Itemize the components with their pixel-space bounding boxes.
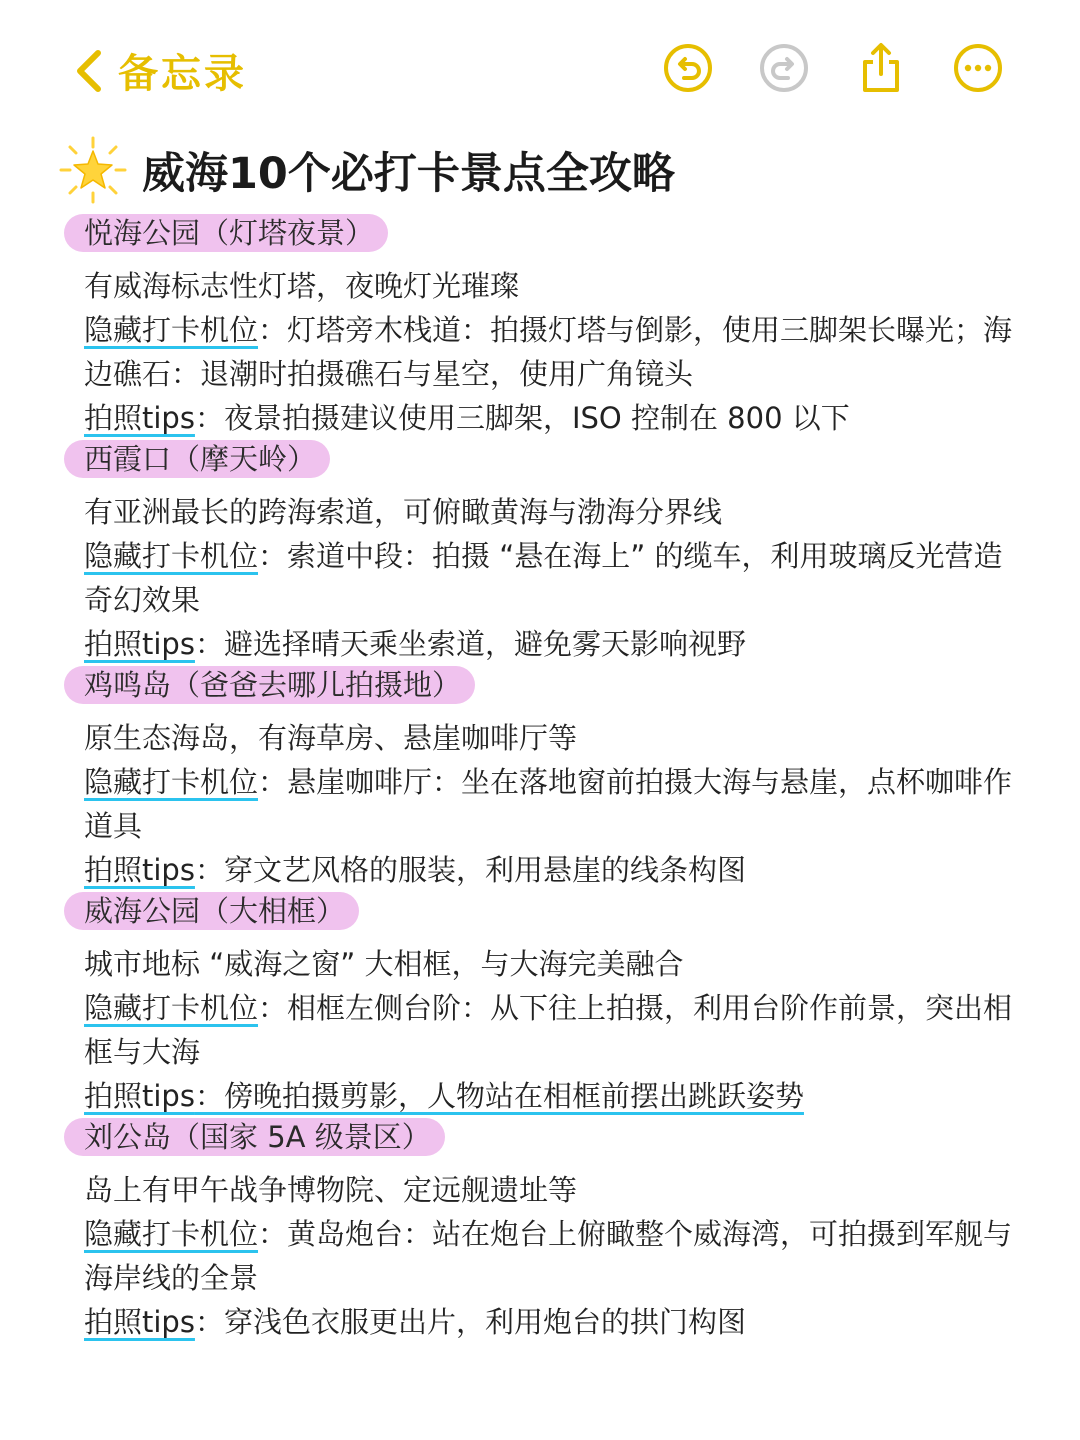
section-heading: 悦海公园（灯塔夜景） [64,214,388,252]
section-heading: 鸡鸣岛（爸爸去哪儿拍摄地） [64,666,475,704]
tips-label: 拍照tips [84,1305,195,1339]
section-heading: 西霞口（摩天岭） [64,440,330,478]
section-heading: 刘公岛（国家 5A 级景区） [64,1118,445,1156]
tips-label: 拍照tips [84,853,195,887]
undo-icon [662,42,714,94]
hidden-spot-label: 隐藏打卡机位 [84,765,259,799]
section-yuehai-park [64,214,1024,440]
hidden-spot-text: ：灯塔旁木栈道：拍摄灯塔与倒影，使用三脚架长曝光；海边礁石：退潮时拍摄礁石与星空，使用广角镜头 [84,313,1013,391]
sparkle-star-icon [58,135,128,205]
hidden-spot-text: ：黄岛炮台：站在炮台上俯瞰整个威海湾，可拍摄到军舰与海岸线的全景 [84,1217,1013,1295]
more-button[interactable] [952,42,1004,94]
hidden-spot-line [84,534,1024,622]
back-button[interactable] [70,42,247,99]
hidden-spot-label: 隐藏打卡机位 [84,991,259,1025]
section-jiming-island [64,666,1024,892]
section-desc: 岛上有甲午战争博物院、定远舰遗址等 [84,1173,578,1207]
hidden-spot-text: ：悬崖咖啡厅：坐在落地窗前拍摄大海与悬崖，点杯咖啡作道具 [84,765,1013,843]
redo-button[interactable] [758,42,810,94]
tips-line [84,622,1024,666]
more-icon [952,42,1004,94]
note-title: 威海10个必打卡景点全攻略 [142,148,675,199]
tips-line [84,848,1024,892]
section-desc: 有亚洲最长的跨海索道，可俯瞰黄海与渤海分界线 [84,495,723,529]
tips-text: ：傍晚拍摄剪影，人物站在相框前摆出跳跃姿势 [194,1079,804,1113]
share-icon [855,42,907,94]
section-xixiakou [64,440,1024,666]
tips-text: ：穿文艺风格的服装，利用悬崖的线条构图 [194,853,746,887]
hidden-spot-line [84,986,1024,1074]
section-heading: 威海公园（大相框） [64,892,359,930]
hidden-spot-line [84,760,1024,848]
tips-text: ：穿浅色衣服更出片，利用炮台的拱门构图 [194,1305,746,1339]
share-button[interactable] [855,42,907,94]
hidden-spot-text: ：相框左侧台阶：从下往上拍摄，利用台阶作前景，突出相框与大海 [84,991,1013,1069]
hidden-spot-line [84,1212,1024,1300]
chevron-left-icon [70,45,108,97]
tips-label: 拍照tips [84,627,195,661]
note-body[interactable] [64,214,1024,1344]
tips-label: 拍照tips [84,401,195,435]
undo-button[interactable] [662,42,714,94]
top-toolbar [0,30,1080,114]
tips-line [84,1300,1024,1344]
tips-line [84,1074,1024,1118]
tips-line [84,396,1024,440]
tips-text: ：夜景拍摄建议使用三脚架，ISO 控制在 800 以下 [194,401,850,435]
hidden-spot-line [84,308,1024,396]
section-liugong-island [64,1118,1024,1344]
tips-label: 拍照tips [84,1079,195,1113]
hidden-spot-label: 隐藏打卡机位 [84,313,259,347]
hidden-spot-label: 隐藏打卡机位 [84,1217,259,1251]
hidden-spot-text: ：索道中段：拍摄 “悬在海上” 的缆车，利用玻璃反光营造奇幻效果 [84,539,1003,617]
note-title-row [58,128,675,212]
tips-text: ：避选择晴天乘坐索道，避免雾天影响视野 [194,627,746,661]
section-desc: 城市地标 “威海之窗” 大相框，与大海完美融合 [84,947,684,981]
hidden-spot-label: 隐藏打卡机位 [84,539,259,573]
section-desc: 原生态海岛，有海草房、悬崖咖啡厅等 [84,721,578,755]
back-label: 备忘录 [118,51,247,97]
section-desc: 有威海标志性灯塔，夜晚灯光璀璨 [84,269,520,303]
redo-icon [758,42,810,94]
section-weihai-park [64,892,1024,1118]
